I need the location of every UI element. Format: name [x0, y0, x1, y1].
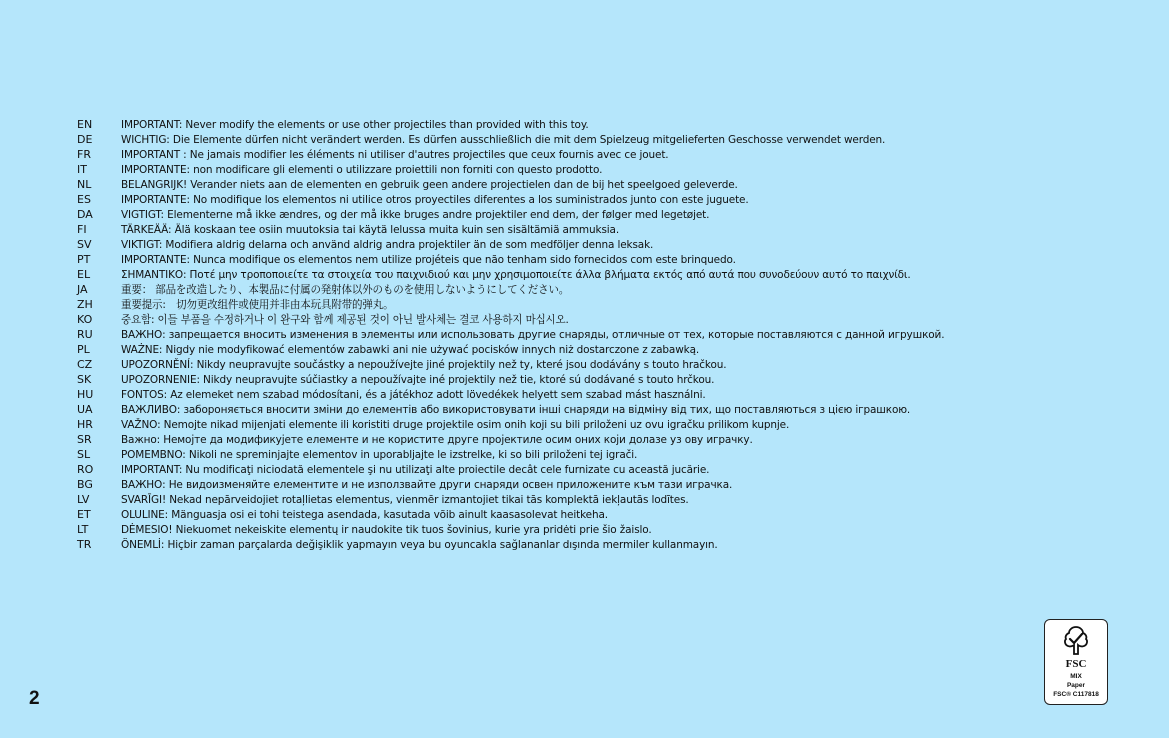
fsc-license-code: FSC® C117818 — [1053, 691, 1099, 698]
warning-text: ΣΗΜΑΝΤΙΚΟ: Ποτέ μην τροποποιείτε τα στοιχεία του παιχνιδιού και μην χρησιμοποιείτε άλλα βλήματα εκτός από αυτά που συνοδεύουν αυτό το παιχνίδι. — [121, 268, 911, 281]
warning-row-hr — [77, 417, 1137, 432]
language-code: BG — [77, 478, 93, 491]
language-code: HR — [77, 418, 93, 431]
warning-text: POMEMBNO: Nikoli ne spreminjajte elementov in uporabljajte le izstrelke, ki so bili priloženi tej igrači. — [121, 448, 638, 461]
warning-row-lv — [77, 492, 1137, 507]
warning-row-sr — [77, 432, 1137, 447]
warning-row-el — [77, 267, 1137, 282]
warning-text: VIKTIGT: Modifiera aldrig delarna och använd aldrig andra projektiler än de som medföljer denna leksak. — [121, 238, 654, 251]
language-code: RU — [77, 328, 93, 341]
language-code: ZH — [77, 298, 93, 311]
fsc-paper-text: Paper — [1066, 682, 1086, 689]
warning-text: OLULINE: Mänguasja osi ei tohi teistega asendada, kasutada võib ainult kaasasolevat heitkeha. — [121, 508, 608, 521]
language-code: SV — [77, 238, 92, 251]
warning-text: VIGTIGT: Elementerne må ikke ændres, og der må ikke bruges andre projektiler end dem, der følger med legetøjet. — [121, 208, 710, 221]
page-number: 2 — [29, 688, 40, 709]
warning-text: ÖNEMLİ: Hiçbir zaman parçalarda değişiklik yapmayın veya bu oyuncakla sağlananlar dışında mermiler kullanmayın. — [121, 538, 718, 551]
warning-row-hu — [77, 387, 1137, 402]
warning-row-fr — [77, 147, 1137, 162]
language-code: EN — [77, 118, 93, 131]
warning-row-da — [77, 207, 1137, 222]
language-code: PT — [77, 253, 91, 266]
warning-row-sl — [77, 447, 1137, 462]
warning-text: UPOZORNENIE: Nikdy neupravujte súčiastky a nepoužívajte iné projektily než tie, ktoré sú dodávané s touto hrčkou. — [121, 373, 715, 386]
language-code: IT — [77, 163, 87, 176]
warning-row-fi — [77, 222, 1137, 237]
warning-text: IMPORTANT: Nu modificaţi niciodată elementele şi nu utilizaţi alte proiectile decât cele furnizate cu această jucărie. — [121, 463, 710, 476]
language-code: SK — [77, 373, 92, 386]
warning-row-nl — [77, 177, 1137, 192]
warning-row-ja — [77, 282, 1137, 297]
warning-text: FONTOS: Az elemeket nem szabad módosítani, és a játékhoz adott lövedékek helyett sem szabad mást használni. — [121, 388, 706, 401]
language-code: JA — [77, 283, 88, 296]
language-code: DA — [77, 208, 93, 221]
language-code: NL — [77, 178, 92, 191]
warning-text: WAŻNE: Nigdy nie modyfikować elementów zabawki ani nie używać pocisków innych niż dostarczone z zabawką. — [121, 343, 700, 356]
language-code: PL — [77, 343, 90, 356]
fsc-brand-text: FSC — [1065, 658, 1087, 670]
language-code: FI — [77, 223, 87, 236]
language-code: UA — [77, 403, 93, 416]
warning-text: IMPORTANTE: Nunca modifique os elementos nem utilize projéteis que não tenham sido fornecidos com este brinquedo. — [121, 253, 736, 266]
warning-row-ko — [77, 312, 1137, 327]
warning-text: Важно: Немојте да модификујете елементе и не користите друге пројектиле осим оних који долазе уз ову играчку. — [121, 433, 753, 446]
warning-row-cz — [77, 357, 1137, 372]
warning-row-es — [77, 192, 1137, 207]
language-code: HU — [77, 388, 94, 401]
language-code: ES — [77, 193, 91, 206]
warning-text: SVARĪGI! Nekad nepārveidojiet rotaļlietas elementus, vienmēr izmantojiet tikai tās komplektā iekļautās lodītes. — [121, 493, 689, 506]
warning-text: DĖMESIO! Niekuomet nekeiskite elementų ir naudokite tik tuos šovinius, kurie yra pridėti prie šio žaislo. — [121, 523, 652, 536]
language-code: CZ — [77, 358, 93, 371]
warning-row-pt — [77, 252, 1137, 267]
language-code: FR — [77, 148, 91, 161]
warning-text: ВАЖНО: запрещается вносить изменения в элементы или использовать другие снаряды, отличные от тех, которые поставляются с данной игрушкой. — [121, 328, 945, 341]
language-code: SL — [77, 448, 91, 461]
warning-text: IMPORTANT : Ne jamais modifier les éléments ni utiliser d'autres projectiles que ceux fournis avec ce jouet. — [121, 148, 669, 161]
warning-row-zh — [77, 297, 1137, 312]
warning-row-tr — [77, 537, 1137, 552]
warning-text: BELANGRIJK! Verander niets aan de elementen en gebruik geen andere projectielen dan de bij het speelgoed geleverde. — [121, 178, 738, 191]
fsc-mix-text: MIX — [1070, 673, 1082, 680]
warning-row-bg — [77, 477, 1137, 492]
fsc-tree-checkmark-icon — [1059, 624, 1093, 658]
warning-text: 重要： 部品を改造したり、本製品に付属の発射体以外のものを使用しないようにしてください。 — [121, 283, 570, 296]
warning-row-lt — [77, 522, 1137, 537]
warning-text: VAŽNO: Nemojte nikad mijenjati elemente ili koristiti druge projektile osim onih koji su bili priloženi uz ovu igračku prilikom kupnje. — [121, 418, 790, 431]
warning-row-et — [77, 507, 1137, 522]
language-code: LV — [77, 493, 90, 506]
warning-text: TÄRKEÄÄ: Älä koskaan tee osiin muutoksia tai käytä lelussa muita kuin sen sisältämiä ammuksia. — [121, 223, 620, 236]
warning-row-sk — [77, 372, 1137, 387]
warning-row-ru — [77, 327, 1137, 342]
warning-row-it — [77, 162, 1137, 177]
warning-text: IMPORTANTE: non modificare gli elementi o utilizzare proiettili non forniti con questo prodotto. — [121, 163, 603, 176]
warning-text: ВАЖНО: Не видоизменяйте елементите и не използвайте други снаряди освен приложените към тази играчка. — [121, 478, 733, 491]
language-code: KO — [77, 313, 93, 326]
warning-text: UPOZORNĚNÍ: Nikdy neupravujte součástky a nepoužívejte jiné projektily než ty, které jsou dodávány s touto hračkou. — [121, 358, 727, 371]
language-code: TR — [77, 538, 92, 551]
warning-row-sv — [77, 237, 1137, 252]
warning-text: ВАЖЛИВО: забороняється вносити зміни до елементів або використовувати інші снаряди на відміну від тих, що поставляються з цією іграшкою. — [121, 403, 911, 416]
language-code: EL — [77, 268, 91, 281]
safety-warning-list — [77, 117, 1137, 552]
warning-text: IMPORTANT: Never modify the elements or use other projectiles than provided with this toy. — [121, 118, 589, 131]
warning-row-ro — [77, 462, 1137, 477]
warning-text: WICHTIG: Die Elemente dürfen nicht verändert werden. Es dürfen ausschließlich die mit dem Spielzeug mitgelieferten Geschosse verwendet werden. — [121, 133, 886, 146]
language-code: SR — [77, 433, 92, 446]
warning-row-de — [77, 132, 1137, 147]
warning-row-pl — [77, 342, 1137, 357]
language-code: RO — [77, 463, 94, 476]
warning-row-en — [77, 117, 1137, 132]
warning-text: 중요함: 이들 부품을 수정하거나 이 완구와 함께 제공된 것이 아닌 발사체는 결코 사용하지 마십시오. — [121, 313, 569, 326]
warning-text: IMPORTANTE: No modifique los elementos ni utilice otros proyectiles diferentes a los suministrados junto con este juguete. — [121, 193, 749, 206]
language-code: LT — [77, 523, 89, 536]
warning-text: 重要提示: 切勿更改组件或使用并非由本玩具附带的弹丸。 — [121, 298, 394, 311]
language-code: DE — [77, 133, 93, 146]
warning-row-ua — [77, 402, 1137, 417]
fsc-label — [1044, 619, 1108, 705]
language-code: ET — [77, 508, 91, 521]
